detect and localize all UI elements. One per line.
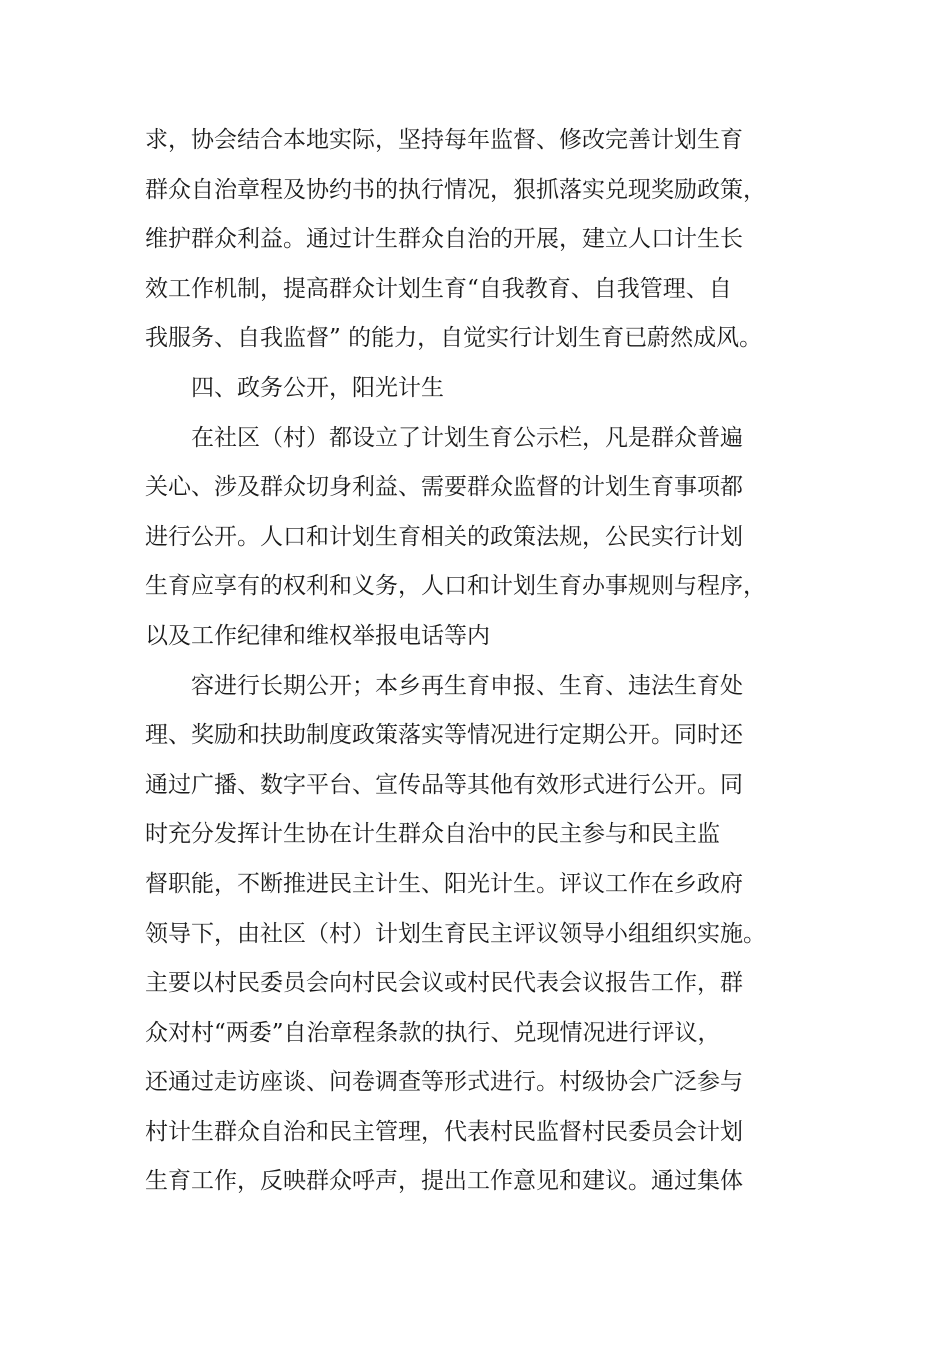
text-line: 以及工作纪律和维权举报电话等内 <box>145 622 490 649</box>
text-line: 时充分发挥计生协在计生群众自治中的民主参与和民主监 <box>145 821 720 848</box>
text-line: 通过广播、数字平台、宣传品等其他有效形式进行公开。同 <box>145 771 743 798</box>
text-line: 求，协会结合本地实际，坚持每年监督、修改完善计划生育 <box>145 127 743 153</box>
text-line: 生育应享有的权利和义务，人口和计划生育办事规则与程序， <box>145 573 766 600</box>
text-line: 领导下，由社区（村）计划生育民主评议领导小组组织实施。 <box>145 920 766 947</box>
text-line: 我服务、自我监督” 的能力，自觉实行计划生育已蔚然成风。 <box>145 325 763 352</box>
text-line: 理、奖励和扶助制度政策落实等情况进行定期公开。同时还 <box>145 722 743 749</box>
section-heading: 四、政务公开，阳光计生 <box>191 374 444 401</box>
text-line: 督职能，不断推进民主计生、阳光计生。评议工作在乡政府 <box>145 870 743 897</box>
text-line: 生育工作，反映群众呼声，提出工作意见和建议。通过集体 <box>145 1168 743 1195</box>
body-text <box>145 116 845 1207</box>
text-line: 关心、涉及群众切身利益、需要群众监督的计划生育事项都 <box>145 474 743 501</box>
text-line: 效工作机制，提高群众计划生育“自我教育、自我管理、自 <box>145 275 732 302</box>
text-line: 进行公开。人口和计划生育相关的政策法规，公民实行计划 <box>145 523 743 550</box>
text-line: 容进行长期公开；本乡再生育申报、生育、违法生育处 <box>191 672 743 699</box>
text-line: 维护群众利益。通过计生群众自治的开展，建立人口计生长 <box>145 226 743 253</box>
text-line: 还通过走访座谈、问卷调查等形式进行。村级协会广泛参与 <box>145 1069 743 1096</box>
text-line: 村计生群众自治和民主管理，代表村民监督村民委员会计划 <box>145 1118 743 1145</box>
text-line: 众对村“两委”自治章程条款的执行、兑现情况进行评议， <box>145 1019 721 1046</box>
text-line: 主要以村民委员会向村民会议或村民代表会议报告工作，群 <box>145 970 743 997</box>
text-line: 群众自治章程及协约书的执行情况，狠抓落实兑现奖励政策， <box>145 176 766 203</box>
text-line: 在社区（村）都设立了计划生育公示栏，凡是群众普遍 <box>191 424 743 451</box>
